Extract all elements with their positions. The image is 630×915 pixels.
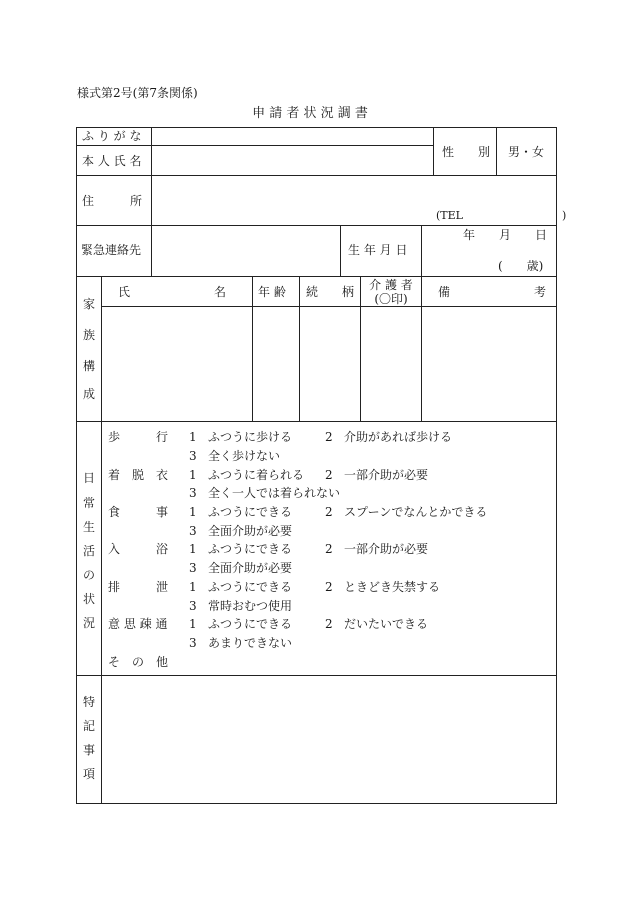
option-text[interactable]: 一部介助が必要 — [344, 468, 429, 482]
option-text[interactable]: ふつうにできる — [208, 580, 293, 594]
option-number: 2 — [325, 542, 333, 556]
name-label: 本 人 氏 名 — [82, 154, 142, 168]
option-text[interactable]: ふつうにできる — [208, 505, 293, 519]
option-text[interactable]: ふつうにできる — [208, 617, 293, 631]
option-number: 1 — [189, 505, 197, 519]
family-side-label-3: 構 — [82, 359, 95, 373]
birth-age: ( 歳) — [498, 259, 544, 273]
option-text[interactable]: だいたいできる — [344, 617, 429, 631]
option-number: 3 — [189, 449, 197, 463]
option-text[interactable]: 介助があれば歩ける — [344, 430, 453, 444]
option-number: 1 — [189, 468, 197, 482]
family-header-age: 年 齢 — [258, 285, 286, 299]
option-number: 3 — [189, 561, 197, 575]
address-field[interactable] — [152, 176, 555, 208]
family-header-notes: 備 考 — [438, 285, 547, 299]
daily-side-label-6: 状 — [82, 592, 95, 606]
special-notes-area[interactable] — [102, 676, 556, 802]
option-number: 2 — [325, 430, 333, 444]
option-text[interactable]: 全く歩けない — [208, 449, 281, 463]
family-header-caregiver-mark: (〇印) — [374, 292, 408, 306]
family-header-name: 氏 名 — [118, 285, 227, 299]
emergency-field[interactable] — [152, 226, 339, 275]
family-side-label-1: 家 — [82, 297, 95, 311]
option-number: 1 — [189, 430, 197, 444]
daily-side-label-1: 日 — [82, 471, 95, 485]
sex-value[interactable]: 男・女 — [508, 145, 545, 159]
furigana-field[interactable] — [152, 128, 432, 144]
option-number: 2 — [325, 617, 333, 631]
family-members-area[interactable] — [102, 307, 556, 420]
option-number: 3 — [189, 524, 197, 538]
daily-item-label: 入 浴 — [108, 542, 169, 556]
form-number: 様式第2号(第7条関係) — [77, 86, 198, 100]
form-title: 申 請 者 状 況 調 書 — [252, 106, 368, 121]
option-text[interactable]: ふつうに着られる — [208, 468, 305, 482]
special-side-label-2: 記 — [82, 719, 95, 733]
address-label: 住 所 — [82, 194, 143, 208]
option-number: 2 — [325, 580, 333, 594]
daily-item-label: 食 事 — [108, 505, 169, 519]
birth-label: 生 年 月 日 — [348, 243, 408, 257]
sex-label: 性 別 — [442, 145, 491, 159]
option-text[interactable]: 全く一人では着られない — [208, 486, 341, 500]
daily-item-other-label: そ の 他 — [108, 655, 169, 669]
name-field[interactable] — [152, 146, 432, 174]
furigana-label: ふ り が な — [82, 129, 142, 143]
daily-side-label-3: 生 — [82, 520, 95, 534]
option-text[interactable]: スプーンでなんとかできる — [344, 505, 488, 519]
option-text[interactable]: 一部介助が必要 — [344, 542, 429, 556]
daily-side-label-7: 況 — [82, 616, 95, 630]
option-number: 1 — [189, 542, 197, 556]
option-text[interactable]: あまりできない — [208, 636, 293, 650]
birth-date: 年 月 日 — [463, 228, 548, 242]
option-text[interactable]: ふつうにできる — [208, 542, 293, 556]
option-text[interactable]: 常時おむつ使用 — [208, 599, 293, 613]
daily-side-label-2: 常 — [82, 496, 95, 510]
emergency-label: 緊急連絡先 — [81, 243, 142, 257]
family-header-caregiver: 介 護 者 — [369, 278, 413, 292]
daily-item-label: 着 脱 衣 — [108, 468, 169, 482]
special-side-label-3: 事 — [82, 743, 95, 757]
daily-item-label: 意 思 疎 通 — [108, 617, 168, 631]
family-side-label-4: 成 — [82, 387, 95, 401]
option-text[interactable]: 全面介助が必要 — [208, 561, 293, 575]
tel-text: (TEL ) — [436, 209, 567, 222]
special-side-label-1: 特 — [82, 695, 95, 709]
daily-side-label-4: 活 — [82, 544, 95, 558]
family-side-label-2: 族 — [82, 328, 95, 342]
option-number: 2 — [325, 468, 333, 482]
option-number: 2 — [325, 505, 333, 519]
daily-item-label: 歩 行 — [108, 430, 169, 444]
option-text[interactable]: ときどき失禁する — [344, 580, 441, 594]
daily-item-label: 排 泄 — [108, 580, 169, 594]
daily-side-label-5: の — [82, 568, 95, 582]
option-number: 3 — [189, 636, 197, 650]
option-number: 1 — [189, 617, 197, 631]
special-side-label-4: 項 — [82, 767, 95, 781]
option-text[interactable]: ふつうに歩ける — [208, 430, 293, 444]
family-header-relation: 続 柄 — [306, 285, 355, 299]
option-text[interactable]: 全面介助が必要 — [208, 524, 293, 538]
option-number: 1 — [189, 580, 197, 594]
option-number: 3 — [189, 599, 197, 613]
option-number: 3 — [189, 486, 197, 500]
